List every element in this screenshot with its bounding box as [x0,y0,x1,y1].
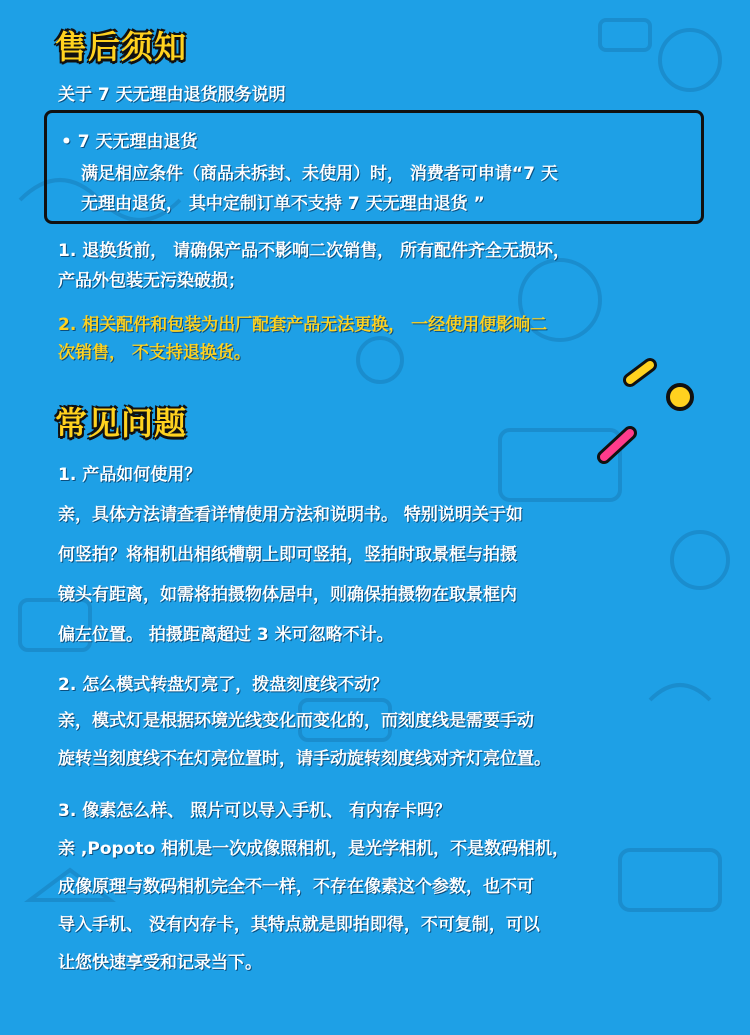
box-line-1: 满足相应条件（商品未拆封、未使用）时， 消费者可申请“7 天 [81,164,558,184]
faq-answer-1-line-3: 镜头有距离，如需将拍摄物体居中，则确保拍摄物在取景框内 [58,585,517,605]
notice-item-2-line-2: 次销售， 不支持退换货。 [58,343,251,363]
notice-item-2-line-1: 2. 相关配件和包装为出厂配套产品无法更换， 一经使用便影响二 [58,315,548,335]
decorative-strokes [590,355,710,475]
notice-item-1-line-2: 产品外包装无污染破损； [58,271,245,291]
after-sales-title: 售后须知 [55,28,188,66]
faq-answer-1-line-1: 亲，具体方法请查看详情使用方法和说明书。 特别说明关于如 [58,505,523,525]
return-policy-box [44,110,704,224]
faq-answer-2-line-2: 旋转当刻度线不在灯亮位置时，请手动旋转刻度线对齐灯亮位置。 [58,749,551,769]
faq-answer-3-line-4: 让您快速享受和记录当下。 [58,953,262,973]
faq-answer-3-line-1: 亲 ,Popoto 相机是一次成像照相机，是光学相机，不是数码相机， [58,839,570,859]
notice-item-1-line-1: 1. 退换货前， 请确保产品不影响二次销售， 所有配件齐全无损坏， [58,241,571,261]
box-line-2: 无理由退货， 其中定制订单不支持 7 天无理由退货 ” [81,194,485,214]
return-policy-subtitle: 关于 7 天无理由退货服务说明 [58,85,286,105]
faq-answer-1-line-2: 何竖拍？将相机出相纸槽朝上即可竖拍，竖拍时取景框与拍摄 [58,545,517,565]
faq-answer-2-line-1: 亲，模式灯是根据环境光线变化而变化的，而刻度线是需要手动 [58,711,534,731]
faq-answer-3-line-3: 导入手机、 没有内存卡，其特点就是即拍即得，不可复制，可以 [58,915,540,935]
faq-question-2: 2. 怎么模式转盘灯亮了，拨盘刻度线不动？ [58,675,389,695]
faq-question-3: 3. 像素怎么样、 照片可以导入手机、 有内存卡吗？ [58,801,452,821]
box-heading: • 7 天无理由退货 [61,132,198,152]
faq-question-1: 1. 产品如何使用？ [58,465,202,485]
faq-title: 常见问题 [55,404,188,442]
faq-answer-3-line-2: 成像原理与数码相机完全不一样，不存在像素这个参数，也不可 [58,877,534,897]
faq-answer-1-line-4: 偏左位置。 拍摄距离超过 3 米可忽略不计。 [58,625,394,645]
